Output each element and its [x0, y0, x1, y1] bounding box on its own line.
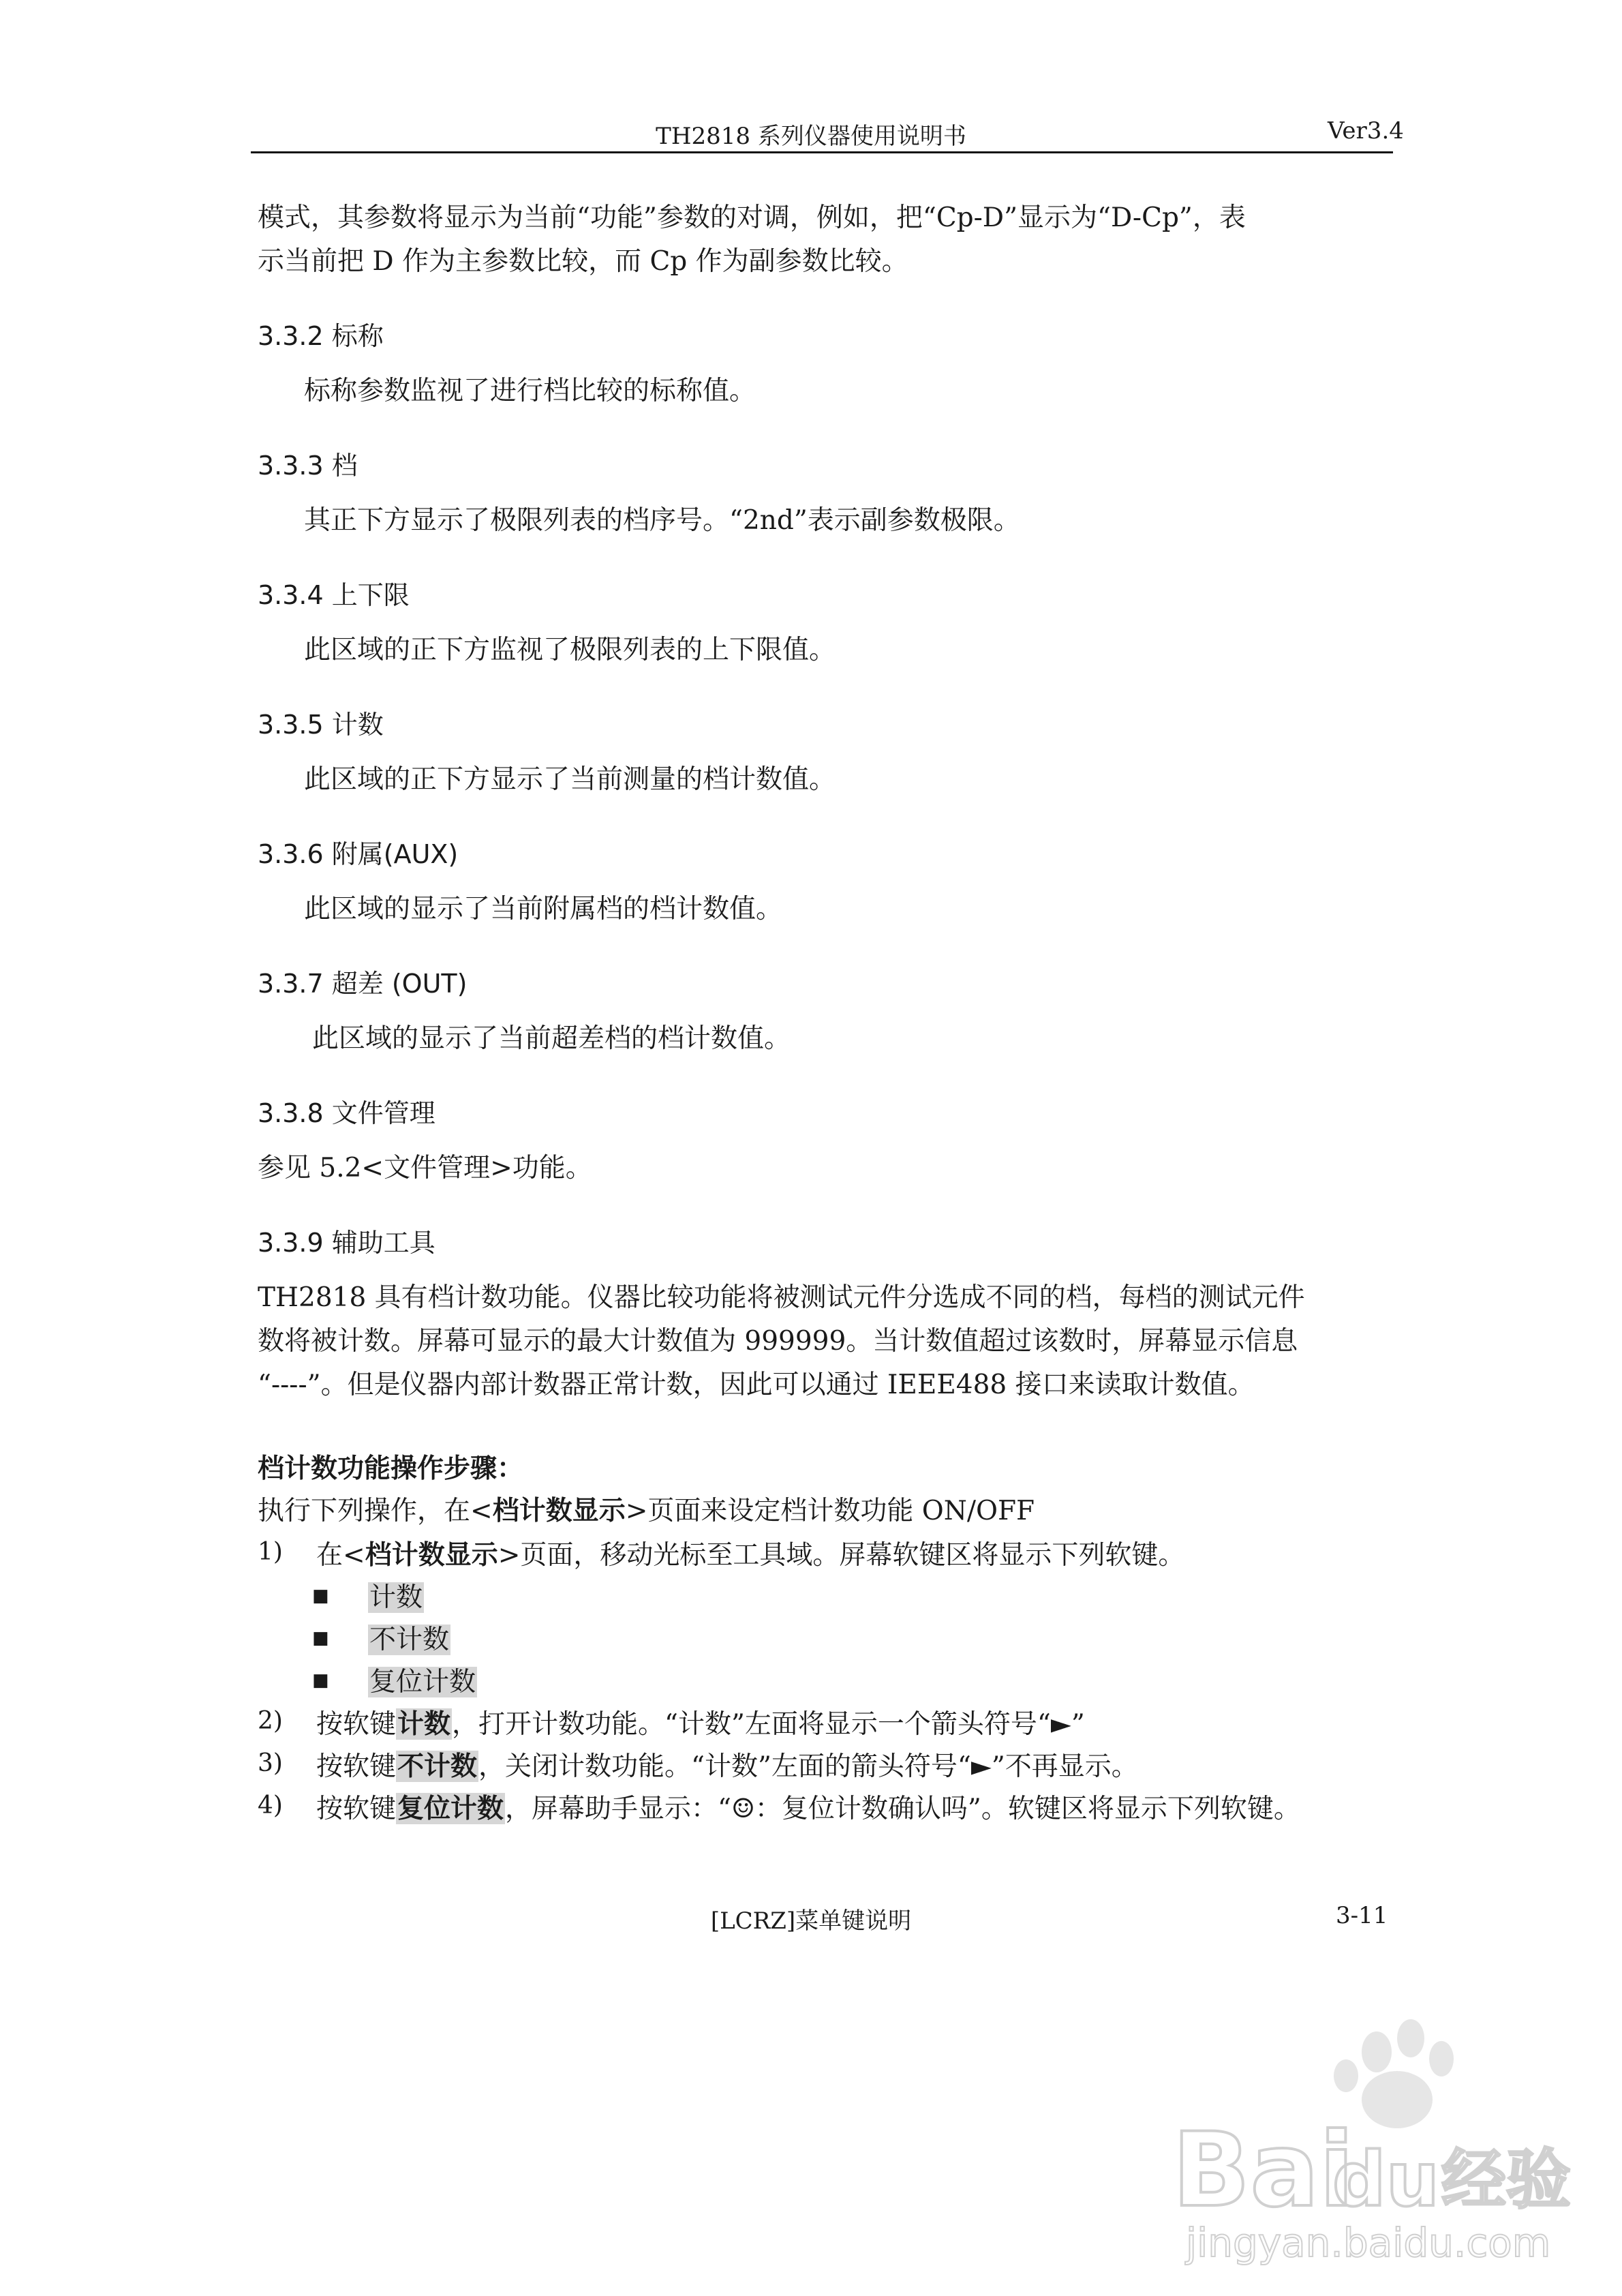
text-3-3-9-line2: 数将被计数。屏幕可显示的最大计数值为 999999。当计数值超过该数时，屏幕显示信息 [258, 1326, 1298, 1357]
footer-section-title: [LCRZ]菜单键说明 [710, 1907, 912, 1935]
text-3-3-2: 标称参数监视了进行档比较的标称值。 [304, 376, 756, 406]
step-1-a: 在< [316, 1540, 365, 1571]
step-3-text [316, 1745, 1138, 1783]
text-3-3-4: 此区域的正下方监视了极限列表的上下限值。 [304, 635, 836, 665]
baidu-paw-icon [1172, 2011, 1581, 2270]
heading-3-3-2: 3.3.2 标称 [258, 321, 384, 351]
heading-3-3-6: 3.3.6 附属(AUX) [258, 839, 459, 869]
text-3-3-9-line3: “----”。但是仪器内部计数器正常计数，因此可以通过 IEEE488 接口来读取计数值。 [258, 1370, 1255, 1400]
procedure-intro-c: >页面来设定档计数功能 ON/OFF [625, 1496, 1035, 1526]
step-1-page: 档计数显示 [365, 1539, 498, 1571]
header-rule [251, 151, 1393, 153]
text-3-3-3: 其正下方显示了极限列表的档序号。“2nd”表示副参数极限。 [304, 505, 1020, 536]
heading-3-3-8: 3.3.8 文件管理 [258, 1098, 435, 1128]
step-3-number: 3) [258, 1749, 283, 1777]
step-1-text [316, 1534, 1184, 1572]
baidu-watermark [1172, 2011, 1581, 2270]
step-1-number: 1) [258, 1538, 283, 1566]
text-3-3-9-line1: TH2818 具有档计数功能。仪器比较功能将被测试元件分选成不同的档，每档的测试元件 [258, 1282, 1305, 1313]
softkey-reset-count [368, 1661, 477, 1699]
text-3-3-7: 此区域的显示了当前超差档的档计数值。 [312, 1023, 791, 1054]
header-version: Ver3.4 [1328, 117, 1404, 145]
text-3-3-8: 参见 5.2<文件管理>功能。 [258, 1153, 592, 1183]
procedure-intro-page: 档计数显示 [492, 1495, 626, 1526]
heading-3-3-9: 3.3.9 辅助工具 [258, 1228, 435, 1258]
watermark-brand-cn: 经验 [1441, 2143, 1572, 2218]
watermark-brand: Bai [1172, 2111, 1354, 2230]
heading-3-3-4: 3.3.4 上下限 [258, 580, 410, 610]
watermark-brand-du: du [1332, 2136, 1440, 2223]
bullet-icon: ■ [312, 1586, 329, 1606]
step-2-c: ，打开计数功能。“计数”左面将显示一个箭头符号“►” [452, 1709, 1085, 1740]
para1-line2: 示当前把 D 作为主参数比较，而 Cp 作为副参数比较。 [258, 246, 908, 277]
step-4-softkey: 复位计数 [397, 1793, 504, 1824]
softkey-reset-count-label: 复位计数 [369, 1667, 476, 1697]
step-4-c: ，屏幕助手显示：“☺：复位计数确认吗”。软键区将显示下列软键。 [505, 1794, 1300, 1824]
softkey-count [368, 1576, 424, 1614]
step-4-text [316, 1787, 1300, 1826]
procedure-intro [258, 1492, 1035, 1530]
softkey-count-label: 计数 [369, 1582, 423, 1613]
heading-3-3-7: 3.3.7 超差 (OUT) [258, 969, 468, 999]
step-3-a: 按软键 [316, 1751, 397, 1782]
heading-3-3-3: 3.3.3 档 [258, 451, 358, 481]
procedure-title: 档计数功能操作步骤： [258, 1453, 524, 1484]
procedure-intro-a: 执行下列操作，在< [258, 1496, 493, 1526]
footer-page-number: 3-11 [1336, 1902, 1388, 1929]
softkey-no-count-label: 不计数 [369, 1625, 450, 1655]
text-3-3-5: 此区域的正下方显示了当前测量的档计数值。 [304, 764, 836, 795]
step-2-a: 按软键 [316, 1709, 397, 1740]
text-3-3-6: 此区域的显示了当前附属档的档计数值。 [304, 894, 783, 924]
header-title: TH2818 系列仪器使用说明书 [656, 123, 966, 150]
step-2-number: 2) [258, 1707, 283, 1735]
step-4-a: 按软键 [316, 1794, 397, 1824]
bullet-icon: ■ [312, 1670, 329, 1691]
watermark-url: jingyan.baidu.com [1186, 2220, 1551, 2266]
step-3-c: ，关闭计数功能。“计数”左面的箭头符号“►”不再显示。 [478, 1751, 1138, 1782]
step-2-softkey: 计数 [397, 1708, 451, 1740]
heading-3-3-5: 3.3.5 计数 [258, 710, 384, 740]
softkey-no-count [368, 1618, 450, 1657]
step-3-softkey: 不计数 [397, 1751, 478, 1782]
step-2-text [316, 1703, 1085, 1741]
para1-line1: 模式，其参数将显示为当前“功能”参数的对调，例如，把“Cp-D”显示为“D-Cp”，表 [258, 202, 1246, 233]
step-1-c: >页面，移动光标至工具域。屏幕软键区将显示下列软键。 [498, 1540, 1185, 1571]
step-4-number: 4) [258, 1792, 283, 1819]
bullet-icon: ■ [312, 1628, 329, 1648]
